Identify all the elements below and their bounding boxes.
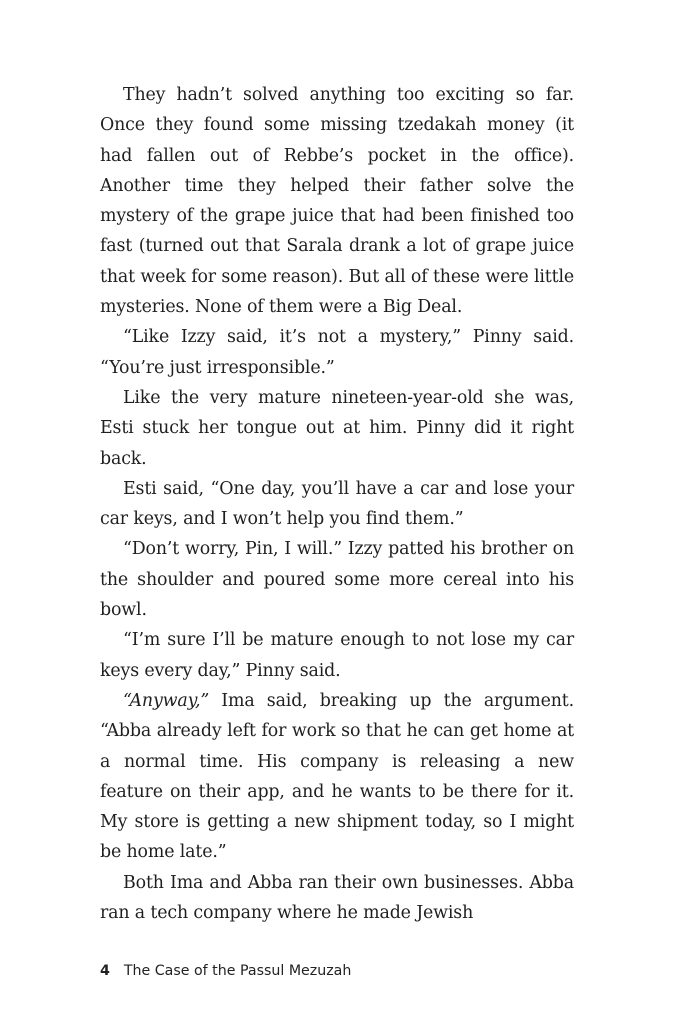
paragraph-6: “I’m sure I’ll be mature enough to not lose my car keys every day,” Pinny said.	[100, 630, 574, 681]
paragraph-7-rest: Ima said, breaking up the argument. “Abba already left for work so that he can get home at a normal time. His company is releasing a new feature on their app, and he wants to be there for it. My store is getting a new shipment today, so I might be home late.”	[100, 690, 574, 863]
paragraph-8: Both Ima and Abba ran their own businesses. Abba ran a tech company where he made Jewish	[100, 872, 574, 924]
paragraph-2: “Like Izzy said, it’s not a mystery,” Pinny said. “You’re just irresponsible.”	[100, 327, 574, 378]
paragraph-3: Like the very mature nineteen-year-old she was, Esti stuck her tongue out at him. Pinny did it right back.	[100, 387, 574, 469]
book-title: The Case of the Passul Mezuzah	[123, 963, 352, 979]
paragraph-4: Esti said, “One day, you’ll have a car and lose your car keys, and I won’t help you find them.”	[100, 478, 574, 530]
body-text	[100, 80, 574, 928]
paragraph-1: They hadn’t solved anything too exciting so far. Once they found some missing tzedakah money (it had fallen out of Rebbe’s pocket in the office). Another time they helped their father solve the mystery of the grape juice that had been finished too fast (turned out that Sarala drank a lot of grape juice that week for some reason). But all of these were little mysteries. None of them were a Big Deal.	[100, 85, 574, 318]
paragraph-7	[100, 686, 574, 868]
page-footer	[100, 963, 351, 979]
paragraph-5: “Don’t worry, Pin, I will.” Izzy patted his brother on the shoulder and poured some more cereal into his bowl.	[100, 539, 574, 621]
page-number: 4	[100, 963, 110, 979]
italic-lead: “Anyway,”	[123, 690, 210, 711]
